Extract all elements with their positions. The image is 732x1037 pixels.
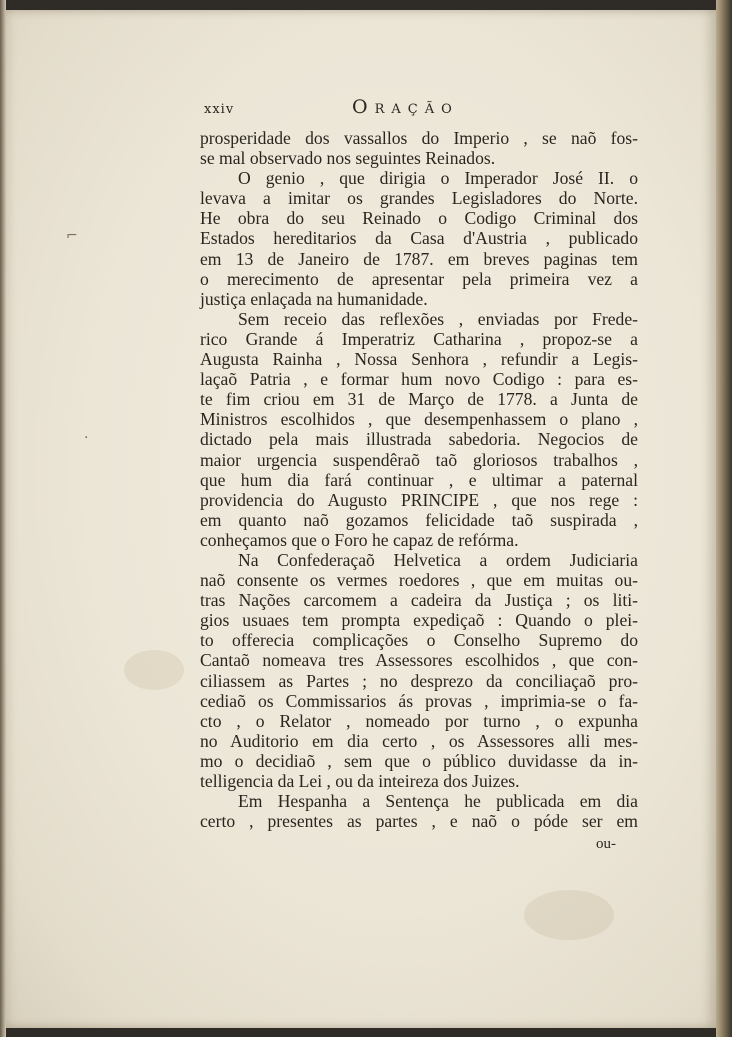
text-line: cto , o Relator , nomeado por turno , o expunha (200, 710, 638, 731)
text-line: conheçamos que o Foro he capaz de refórma. (200, 529, 519, 550)
text-line: ciliassem as Partes ; no desprezo da conciliaçaõ pro- (200, 670, 638, 691)
text-line: to offerecia complicações o Conselho Supremo do (200, 630, 638, 651)
text-line: He obra do seu Reinado o Codigo Criminal dos (200, 208, 638, 229)
text-line: prosperidade dos vassallos do Imperio , se naõ fos- (200, 128, 638, 148)
text-line: dictado pela mais illustrada sabedoria. Negocios de (200, 429, 638, 450)
text-line: telligencia da Lei , ou da inteireza dos Juizes. (200, 771, 520, 791)
page-binding-edge (716, 0, 732, 1037)
text-line: Sem receio das reflexões , enviadas por Frede- (238, 308, 638, 329)
page-header (204, 96, 624, 122)
text-line: Ministros escolhidos , que desempenhassem o plano , (200, 409, 638, 430)
catchword: ou- (596, 836, 616, 852)
text-line: maior urgencia suspendêraõ taõ gloriosos trabalhos , (200, 449, 638, 470)
paper-stain (124, 650, 184, 690)
margin-mark: ⌐ (66, 228, 78, 244)
text-line: que hum dia fará continuar , e ultimar a paternal (200, 469, 638, 490)
paper-stain (524, 890, 614, 940)
text-line: gios usuaes tem prompta expediçaõ : Quando o plei- (200, 610, 638, 631)
text-line: laçaõ Patria , e formar hum novo Codigo : para es- (200, 369, 638, 390)
text-line: rico Grande á Imperatriz Catharina , propoz-se a (200, 328, 638, 349)
text-line: em quanto naõ gozamos felicidade taõ suspirada , (200, 509, 638, 530)
text-line: cediaõ os Commissarios ás provas , imprimia-se o fa- (200, 690, 638, 711)
text-line: mo o decidiaõ , sem que o público duvidasse da in- (200, 750, 638, 771)
text-line: Em Hespanha a Sentença he publicada em dia (238, 791, 638, 812)
page-number: xxiv (204, 102, 235, 117)
text-line: te fim criou em 31 de Março de 1778. a Junta de (200, 389, 638, 410)
text-line: tras Nações carcomem a cadeira da Justiça ; os liti- (200, 590, 638, 611)
text-line: naõ consente os vermes roedores , que em muitas ou- (200, 570, 638, 591)
text-line: certo , presentes as partes , e naõ o póde ser em (200, 811, 638, 832)
text-line: O genio , que dirigia o Imperador José II. o (238, 168, 638, 189)
text-line: providencia do Augusto PRINCIPE , que nos rege : (200, 489, 638, 510)
running-title: Oração (352, 96, 459, 118)
text-line: Cantaõ nomeava tres Assessores escolhidos , que con- (200, 650, 638, 671)
text-line: Na Confederaçaõ Helvetica a ordem Judiciaria (238, 549, 638, 570)
margin-mark: · (84, 430, 89, 446)
text-line: levava a imitar os grandes Legisladores do Norte. (200, 188, 638, 209)
text-line: Estados hereditarios da Casa d'Austria , publicado (200, 228, 638, 249)
text-line: em 13 de Janeiro de 1787. em breves paginas tem (200, 248, 638, 269)
text-line: Augusta Rainha , Nossa Senhora , refundir a Legis- (200, 349, 638, 370)
body-text (200, 128, 638, 831)
page-left-edge (0, 0, 6, 1037)
text-line: se mal observado nos seguintes Reinados. (200, 148, 496, 169)
text-line: justiça enlaçada na humanidade. (200, 288, 428, 309)
text-line: o merecimento de apresentar pela primeira vez a (200, 268, 638, 289)
text-line: no Auditorio em dia certo , os Assessores alli mes- (200, 730, 638, 751)
